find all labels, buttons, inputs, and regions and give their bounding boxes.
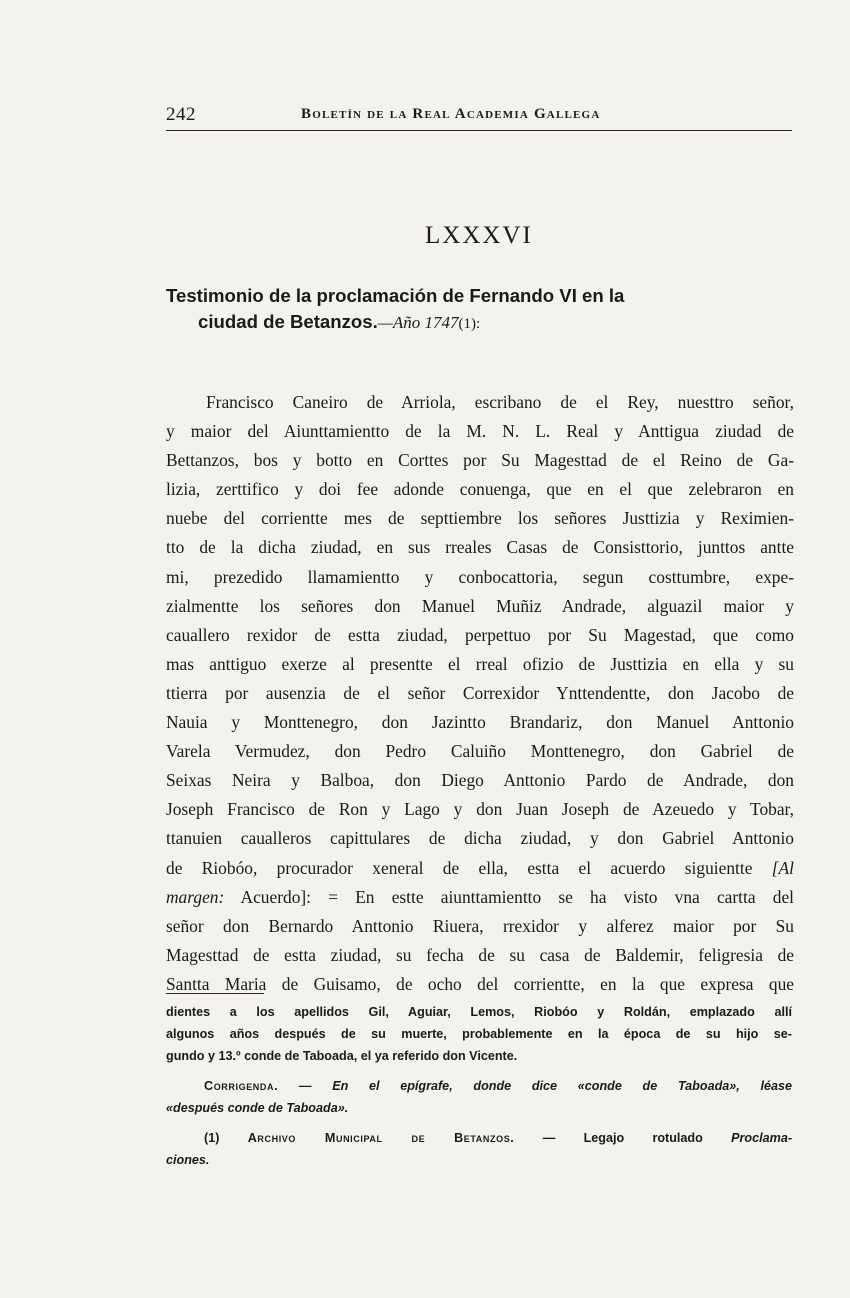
body-line: cauallero rexidor de estta ziudad, perpettuo por Su Magestad, que como xyxy=(166,624,794,645)
corrigenda-line xyxy=(166,1075,792,1097)
title-line-2-wrap xyxy=(166,309,792,337)
body-line: ttanuien caualleros capittulares de dicha ziudad, y don Gabriel Anttonio xyxy=(166,828,794,849)
body-text xyxy=(166,388,794,999)
document-number: LXXXVI xyxy=(425,222,533,249)
body-line: Francisco Caneiro de Arriola, escribano de el Rey, nuesttro señor, xyxy=(206,392,794,412)
corrigenda-line-2: «después conde de Taboada». xyxy=(166,1101,349,1115)
body-line: nuebe del corrientte mes de septtiembre los señores Justtizia y Reximien- xyxy=(166,508,794,529)
body-line: ttierra por ausenzia de el señor Correxidor Ynttendentte, don Jacobo de xyxy=(166,682,794,703)
page-header xyxy=(166,104,792,131)
body-line: lizia, zerttifico y doi fee adonde conuenga, que en el que zelebraron en xyxy=(166,479,794,500)
footnote-line: dientes a los apellidos Gil, Aguiar, Lemos, Riobóo y Roldán, emplazado allí xyxy=(166,1005,792,1019)
footnote-rule xyxy=(166,993,264,994)
page-number: 242 xyxy=(166,104,196,125)
body-line: Varela Vermudez, don Pedro Caluiño Monttenegro, don Gabriel de xyxy=(166,741,794,762)
running-title: Boletín de la Real Academia Gallega xyxy=(301,106,601,122)
body-line: Nauia y Monttenegro, don Jazintto Brandariz, don Manuel Anttonio xyxy=(166,712,794,733)
body-line: Seixas Neira y Balboa, don Diego Anttonio Pardo de Andrade, don xyxy=(166,770,794,791)
document-title xyxy=(166,283,792,337)
footnotes xyxy=(166,1001,792,1171)
footnote-gap xyxy=(166,1067,792,1075)
title-line-2: ciudad de Betanzos. xyxy=(198,311,378,332)
body-line: y maior del Aiunttamientto de la M. N. L. Real y Anttigua ziudad de xyxy=(166,421,794,442)
corrigenda-label: Corrigenda. xyxy=(204,1079,279,1093)
body-line-with-margin-note xyxy=(166,883,794,912)
body-line: mi, prezedido llamamientto y conbocattoria, segun costtumbre, expe- xyxy=(166,566,794,587)
body-line: tto de la dicha ziudad, en sus rreales Casas de Consisttorio, junttos antte xyxy=(166,537,794,558)
body-line: Bettanzos, bos y botto en Corttes por Su Magesttad de el Reino de Ga- xyxy=(166,450,794,471)
footnote-line: algunos años después de su muerte, probablemente en la época de su hijo se- xyxy=(166,1027,792,1041)
body-line: señor don Bernardo Anttonio Riuera, rrexidor y alferez maior por Su xyxy=(166,915,794,936)
margin-note-open: [Al xyxy=(771,857,794,878)
corrigenda-text: — En el epígrafe, donde dice «conde de Taboada», léase xyxy=(298,1079,792,1093)
body-line-text: de Riobóo, procurador xeneral de ella, estta el acuerdo siguientte xyxy=(166,857,753,878)
body-line: mas anttiguo exerze al presentte el rreal ofizio de Justtizia en ella y su xyxy=(166,653,794,674)
body-line-with-margin-note xyxy=(166,854,794,883)
footnote-1 xyxy=(166,1127,792,1149)
body-line: Santta Maria de Guisamo, de ocho del corrientte, en la que expresa que xyxy=(166,973,794,994)
footnote-1-text: — Legajo rotulado xyxy=(542,1131,703,1145)
body-line: zialmentte los señores don Manuel Muñiz Andrade, alguazil maior y xyxy=(166,595,794,616)
margin-note-close: Acuerdo]: = En estte aiunttamientto se ha visto vna cartta del xyxy=(240,886,794,907)
title-footnote-ref: (1): xyxy=(458,316,481,332)
title-year: —Año 1747 xyxy=(377,313,459,332)
body-line: Joseph Francisco de Ron y Lago y don Juan Joseph de Azeuedo y Tobar, xyxy=(166,799,794,820)
body-line: Magesttad de estta ziudad, su fecha de su casa de Baldemir, feligresia de xyxy=(166,944,794,965)
footnote-1-ref: (1) xyxy=(204,1131,220,1145)
footnote-1-line-2: ciones. xyxy=(166,1153,210,1167)
footnote-line: gundo y 13.º conde de Taboada, el ya referido don Vicente. xyxy=(166,1049,518,1063)
footnote-1-italic: Proclama- xyxy=(731,1131,793,1145)
footnote-1-source: Archivo Municipal de Betanzos. xyxy=(247,1131,515,1145)
margin-note-word: margen: xyxy=(166,886,225,907)
footnote-gap xyxy=(166,1119,792,1127)
title-line-1: Testimonio de la proclamación de Fernando VI en la xyxy=(166,285,625,306)
